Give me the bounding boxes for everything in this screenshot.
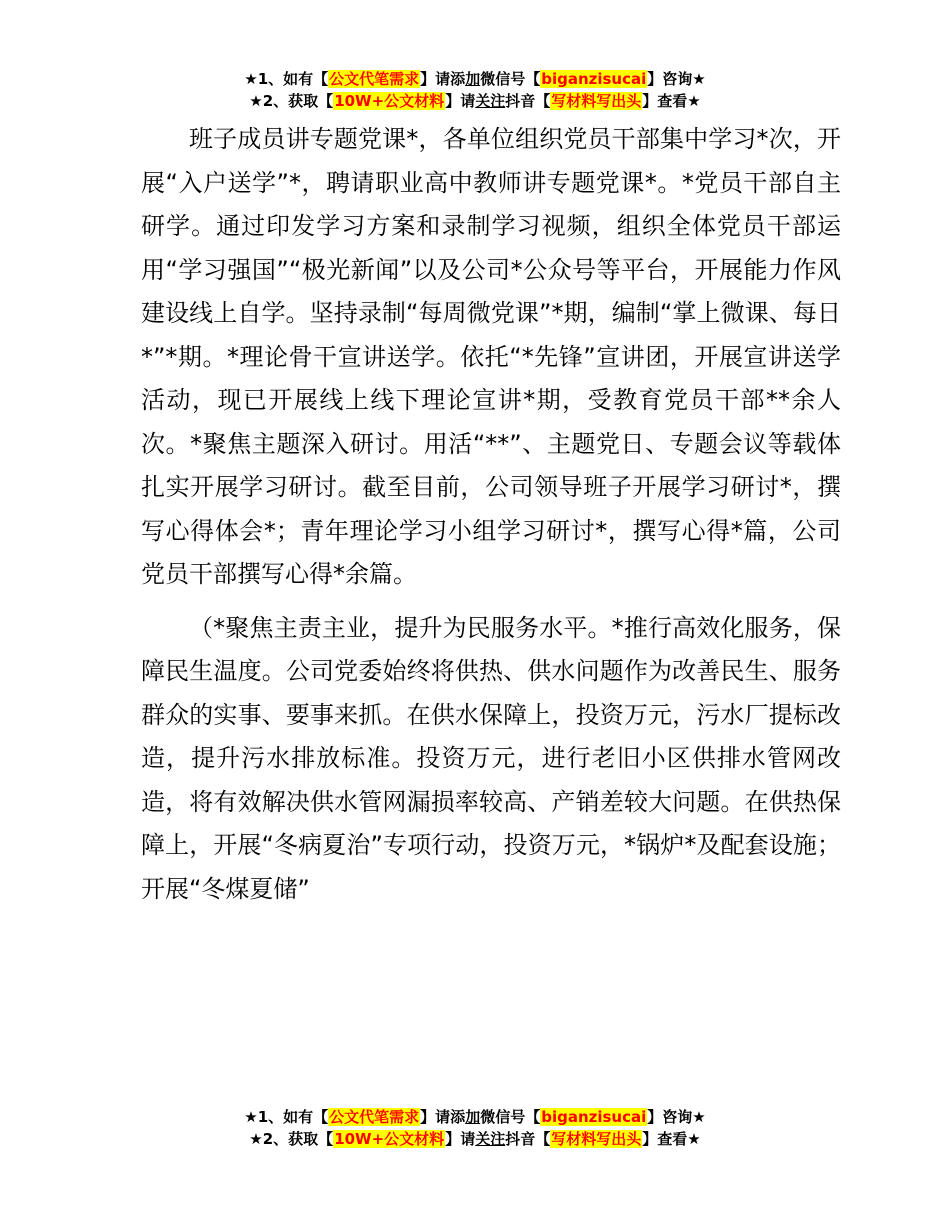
- header-materials-highlight: 10W+公文材料: [334, 92, 445, 110]
- header-line-1-suffix: 】咨询★: [647, 70, 706, 88]
- header-line-1-underlined: 加: [465, 70, 481, 88]
- footer-line-2: [0, 1128, 950, 1150]
- footer-line-2-middle: 】请: [445, 1130, 476, 1148]
- body-paragraph-1: 班子成员讲专题党课*，各单位组织党员干部集中学习*次，开展“入户送学”*，聘请职业高中教师讲专题党课*。*党员干部自主研学。通过印发学习方案和录制学习视频，组织全体党员干部运用“学习强国”“极光新闻”以及公司*公众号等平台，开展能力作风建设线上自学。坚持录制“每周微党课”*期，编制“掌上微课、每日*”*期。*理论骨干宣讲送学。依托“*先锋”宣讲团，开展宣讲送学活动，现已开展线上线下理论宣讲*期，受教育党员干部**余人次。*聚焦主题深入研讨。用活“**”、主题党日、专题会议等载体扎实开展学习研讨。截至目前，公司领导班子开展学习研讨*，撰写心得体会*；青年理论学习小组学习研讨*，撰写心得*篇，公司党员干部撰写心得*余篇。: [141, 125, 841, 588]
- document-body: [141, 118, 841, 911]
- header-line-2-suffix: 】查看★: [642, 92, 701, 110]
- header-line-2-middle-2: 抖音【: [505, 92, 551, 110]
- header-ghostwriting-highlight: 公文代笔需求: [329, 70, 420, 88]
- header-line-1-middle-2: 微信号【: [480, 70, 541, 88]
- header-line-1-middle: 】请添: [420, 70, 466, 88]
- footer-line-2-underlined: 关注: [475, 1130, 506, 1148]
- footer-materials-highlight: 10W+公文材料: [334, 1130, 445, 1148]
- footer-line-2-middle-2: 抖音【: [505, 1130, 551, 1148]
- header-line-2-prefix: ★2、获取【: [249, 92, 334, 110]
- footer-douyin-highlight: 写材料写出头: [551, 1130, 642, 1148]
- header-banner: [0, 68, 950, 112]
- footer-line-1-middle-2: 微信号【: [480, 1108, 541, 1126]
- header-line-1-prefix: ★1、如有【: [244, 70, 329, 88]
- footer-line-1-underlined: 加: [465, 1108, 481, 1126]
- footer-line-2-prefix: ★2、获取【: [249, 1130, 334, 1148]
- header-wechat-id-highlight: biganzisucai: [541, 70, 647, 88]
- footer-line-1: [0, 1106, 950, 1128]
- footer-wechat-id-highlight: biganzisucai: [541, 1108, 647, 1126]
- footer-line-2-suffix: 】查看★: [642, 1130, 701, 1148]
- footer-ghostwriting-highlight: 公文代笔需求: [329, 1108, 420, 1126]
- header-line-2-underlined: 关注: [475, 92, 506, 110]
- body-paragraph-2: （*聚焦主责主业，提升为民服务水平。*推行高效化服务，保障民生温度。公司党委始终将供热、供水问题作为改善民生、服务群众的实事、要事来抓。在供水保障上，投资万元，污水厂提标改造，提升污水排放标准。投资万元，进行老旧小区供排水管网改造，将有效解决供水管网漏损率较高、产销差较大问题。在供热保障上，开展“冬病夏治”专项行动，投资万元，*锅炉*及配套设施；开展“冬煤夏储”: [141, 613, 841, 903]
- footer-banner: [0, 1106, 950, 1150]
- footer-line-1-suffix: 】咨询★: [647, 1108, 706, 1126]
- header-line-2: [0, 90, 950, 112]
- footer-line-1-middle: 】请添: [420, 1108, 466, 1126]
- footer-line-1-prefix: ★1、如有【: [244, 1108, 329, 1126]
- header-line-1: [0, 68, 950, 90]
- header-douyin-highlight: 写材料写出头: [551, 92, 642, 110]
- header-line-2-middle: 】请: [445, 92, 476, 110]
